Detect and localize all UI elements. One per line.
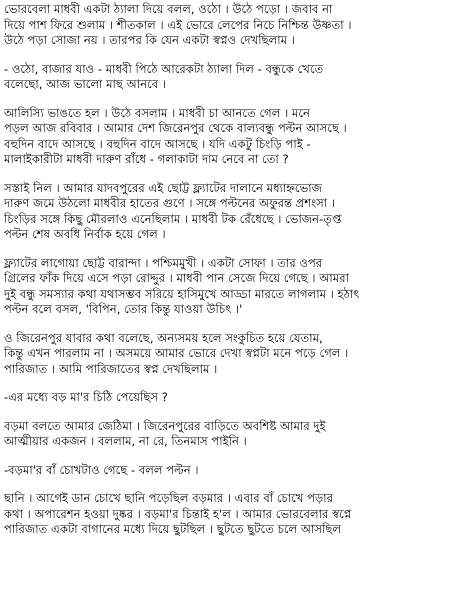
text-line: আলিস্যি ভাঙতে হল । উঠে বসলাম । মাধবী চা আনতে গেল । মনে (4, 105, 310, 120)
text-line: দিয়ে পাশ ফিরে শুলাম । শীতকাল । এই ভোরে লেপের নিচে নিশ্চিন্ত উষ্ণতা । (4, 17, 352, 32)
text-line: আত্মীয়ার একজন । বললাম, না রে, তিনমাস পাইনি । (4, 434, 247, 448)
text-line: - ওঠো, বাজার যাও - মাধবী পিঠে আরেকটা ঠ্যালা দিল - বন্ধুকে খেতে (4, 61, 324, 76)
paragraph (4, 419, 452, 450)
text-line: ছানি । আগেই ডান চোখে ছানি পড়েছিল বড়মার । এবার বাঁ চোখে পড়ার (4, 491, 333, 505)
text-line: চিংড়ির সঙ্গে কিছু মৌরলাও এনেছিলাম । মাধবী টক রেঁধেছে । ভোজন-তৃপ্ত (4, 211, 342, 226)
paragraph (4, 2, 452, 49)
text-line: সস্তাই নিল । আমার যাদবপুরের এই ছোট্ট ফ্ল্যাটের দালানে মধ্যাহ্নভোজ (4, 180, 322, 195)
paragraph (4, 181, 452, 243)
text-line: পড়ল আজ রবিবার । আমার দেশ জিরেনপুর থেকে বাল্যবন্ধু পল্টন আসছে । (4, 121, 347, 135)
text-line: কথা । অপারেশন হওয়া দুষ্কর । বড়মা'র চিন্তাই হ'ল । আমার ভোরবেলার স্বপ্নে (4, 506, 352, 521)
text-line: গ্রিলের ফাঁক দিয়ে এসে পড়া রোদ্দুর । মাধবী পান সেজে দিয়ে গেছে । আমরা (4, 271, 349, 285)
text-line: ভোরবেলা মাধবী একটা ঠ্যালা দিয়ে বলল, ওঠো । উঠে পড়ো । জবাব না (4, 2, 333, 16)
text-line: দারুণ জমে উঠলো মাধবীর হাতের গুণে । সঙ্গে পল্টনের অফুরন্ত প্রশংসা । (4, 196, 335, 210)
text-line: ফ্ল্যাটের লাগোয়া ছোট্ট বারান্দা । পশ্চিমমুখী । একটা সোফা । তার ওপর (4, 255, 323, 270)
text-line: বহুদিন বাদে আসছে । বহুদিন বাদে আসছে । যদি একটু চিংড়ি পাই - (4, 136, 311, 151)
text-line: ও জিরেনপুর যাবার কথা বলেছে, অন্যসময় হলে সংকুচিত হয়ে যেতাম, (4, 330, 323, 345)
text-line: -বড়মা'র বাঁ চোখটাও গেছে - বলল পল্টন । (4, 462, 199, 477)
paragraph (4, 390, 452, 406)
paragraph (4, 491, 452, 538)
text-line: মালাইকারীটা মাধবী দারুণ রাঁধে - গলাকাটা দাম নেবে না তো ? (4, 152, 289, 166)
paragraph (4, 463, 452, 479)
text-line: বলেছো, আজ ভালো মাছ আনবে । (4, 77, 166, 91)
text-line: পল্টন বলে বসল, 'বিপিন, তোর কিন্তু যাওয়া উচিৎ ।' (4, 302, 243, 316)
paragraph (4, 62, 452, 93)
paragraph (4, 106, 452, 168)
paragraph (4, 331, 452, 378)
text-line: পল্টন শেষ অবধি নির্বাক হয়ে গেল । (4, 227, 166, 241)
text-line: -এর মধ্যে বড় মা'র চিঠি পেয়েছিস ? (4, 390, 168, 404)
text-line: কিন্তু এখন পারলাম না । অসময়ে আমার ভোরে দেখা স্বপ্নটা মনে পড়ে গেল । (4, 346, 349, 360)
text-line: পারিজাত । আমি পারিজাতের স্বপ্ন দেখছিলাম । (4, 361, 218, 376)
text-line: বড়মা বলতে আমার জেঠিমা । জিরেনপুরের বাড়িতে অবশিষ্ট আমার দুই (4, 418, 326, 433)
text-line: উঠে পড়া সোজা নয় । তারপর কি যেন একটা স্বপ্নও দেখছিলাম । (4, 33, 295, 47)
paragraph (4, 256, 452, 318)
text-line: পারিজাত একটা বাগানের মধ্যে দিয়ে ছুটছিল । ছুটতে ছুটতে চলে আসছিল (4, 522, 341, 536)
text-line: দুই বন্ধু সমস্যার কথা যথাসম্ভব সরিয়ে হাসিমুখে আড্ডা মারতে লাগলাম । হঠাৎ (4, 286, 360, 301)
